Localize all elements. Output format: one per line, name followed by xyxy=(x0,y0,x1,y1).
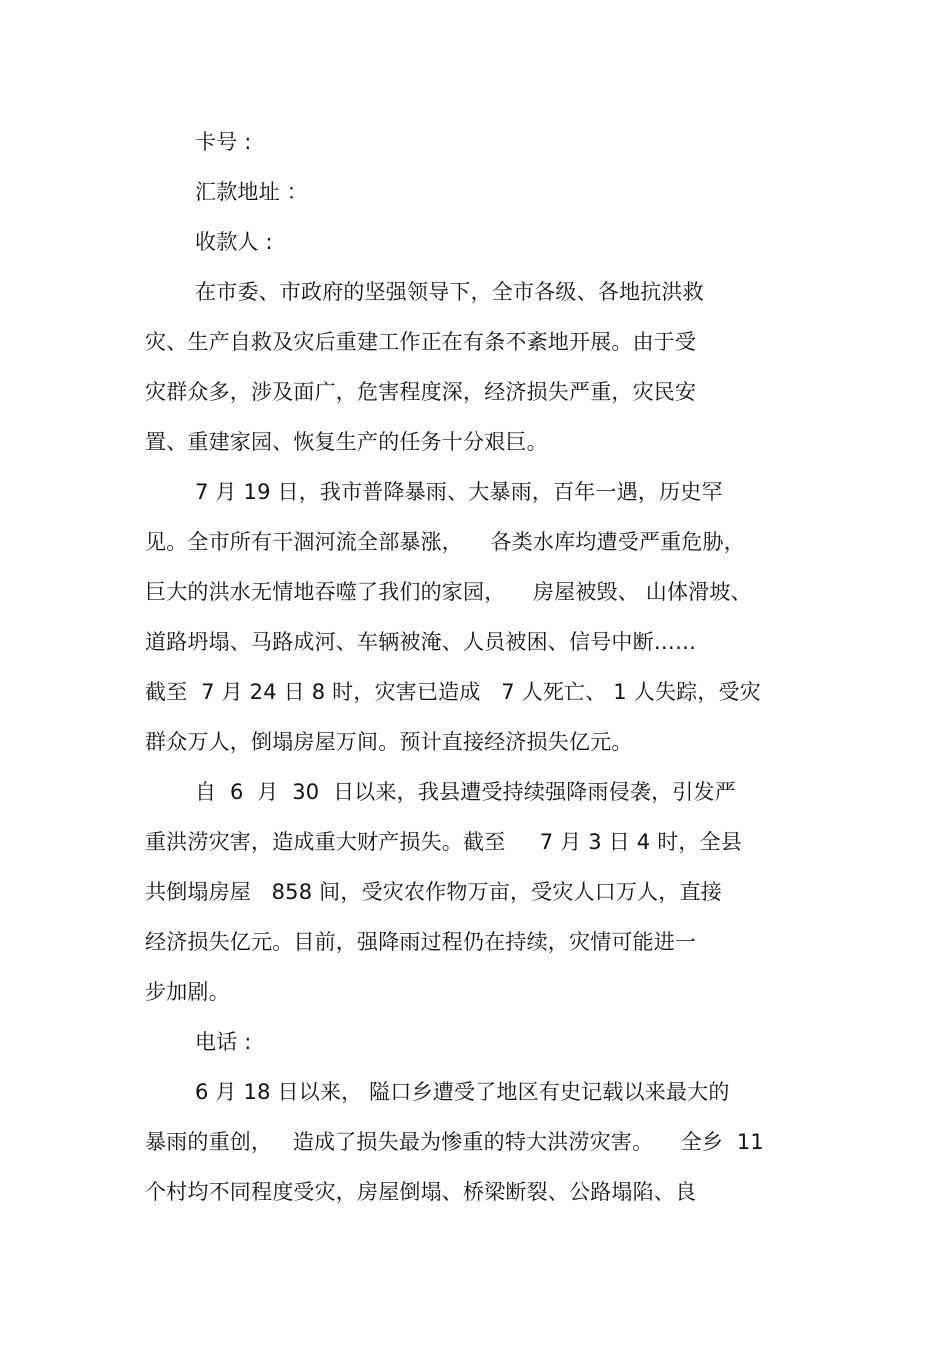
paragraph-3-line-1: 自 6 月 30 日以来，我县遭受持续强降雨侵袭，引发严 xyxy=(195,780,736,804)
paragraph-2-line-4: 道路坍塌、马路成河、车辆被淹、人员被困、信号中断…… xyxy=(145,630,697,654)
paragraph-1-line-4: 置、重建家园、恢复生产的任务十分艰巨。 xyxy=(145,430,548,454)
paragraph-4-line-3: 个村均不同程度受灾，房屋倒塌、桥梁断裂、公路塌陷、良 xyxy=(145,1180,697,1204)
paragraph-2-line-5: 截至 7 月 24 日 8 时，灾害已造成 7 人死亡、 1 人失踪，受灾 xyxy=(145,680,761,704)
paragraph-2-line-6: 群众万人，倒塌房屋万间。预计直接经济损失亿元。 xyxy=(145,730,633,754)
paragraph-2-line-1: 7 月 19 日，我市普降暴雨、大暴雨，百年一遇，历史罕 xyxy=(195,480,723,504)
paragraph-1-line-1: 在市委、市政府的坚强领导下，全市各级、各地抗洪救 xyxy=(195,280,704,304)
payee-label: 收款人 : xyxy=(195,230,273,254)
paragraph-4-line-1: 6 月 18 日以来， 隘口乡遭受了地区有史记载以来最大的 xyxy=(195,1080,730,1104)
paragraph-2-line-2: 见。全市所有干涸河流全部暴涨， 各类水库均遭受严重危胁， xyxy=(145,530,745,554)
paragraph-1-line-3: 灾群众多，涉及面广，危害程度深，经济损失严重，灾民安 xyxy=(145,380,697,404)
phone-label: 电话 : xyxy=(195,1030,252,1054)
remittance-address-label: 汇款地址 ： xyxy=(195,180,308,204)
paragraph-3-line-5: 步加剧。 xyxy=(145,980,230,1004)
paragraph-3-line-4: 经济损失亿元。目前，强降雨过程仍在持续，灾情可能进一 xyxy=(145,930,697,954)
paragraph-3-line-2: 重洪涝灾害，造成重大财产损失。截至 7 月 3 日 4 时，全县 xyxy=(145,830,743,854)
card-number-label: 卡号 : xyxy=(195,130,252,154)
paragraph-2-line-3: 巨大的洪水无情地吞噬了我们的家园， 房屋被毁、 山体滑坡、 xyxy=(145,580,752,604)
paragraph-1-line-2: 灾、生产自救及灾后重建工作正在有条不紊地开展。由于受 xyxy=(145,330,697,354)
paragraph-3-line-3: 共倒塌房屋 858 间，受灾农作物万亩，受灾人口万人，直接 xyxy=(145,880,722,904)
paragraph-4-line-2: 暴雨的重创， 造成了损失最为惨重的特大洪涝灾害。 全乡 11 xyxy=(145,1130,764,1154)
